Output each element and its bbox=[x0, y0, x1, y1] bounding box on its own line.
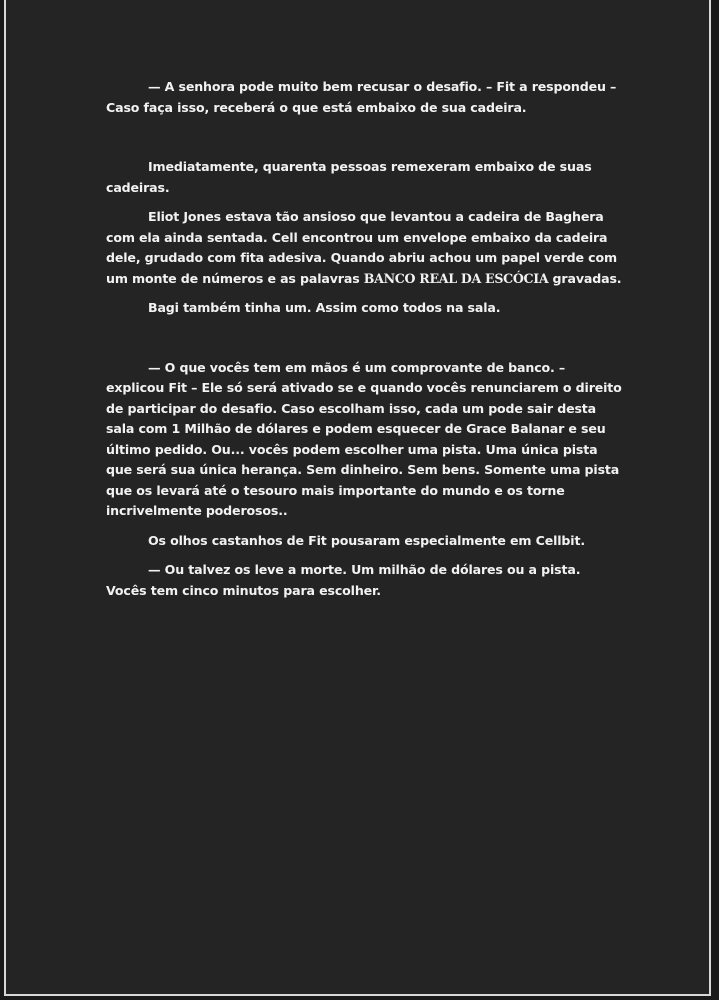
paragraph-2: Imediatamente, quarenta pessoas remexeram embaixo de suas cadeiras. bbox=[106, 159, 592, 195]
body-text bbox=[106, 77, 622, 610]
paragraph-7: — Ou talvez os leve a morte. Um milhão de dólares ou a pista. Vocês tem cinco minutos para escolher. bbox=[106, 562, 581, 598]
paragraph-gap bbox=[106, 328, 622, 358]
paragraph-3 bbox=[106, 207, 622, 289]
paragraph-6: Os olhos castanhos de Fit pousaram especialmente em Cellbit. bbox=[148, 532, 585, 548]
paragraph-1: — A senhora pode muito bem recusar o desafio. – Fit a respondeu – Caso faça isso, receberá o que está embaixo de sua cadeira. bbox=[106, 79, 617, 115]
paragraph-gap bbox=[106, 127, 622, 157]
bank-name-emphasis: BANCO REAL DA ESCÓCIA bbox=[363, 270, 549, 286]
paragraph-3-text-start: Eliot Jones estava tão ansioso que levantou a cadeira de Baghera com ela ainda sentada. Cell encontrou um envelope embaixo da cadeira dele, grudado com fita adesiva. Quando abriu achou um papel verde com um monte de números e as palavras bbox=[106, 209, 617, 286]
paragraph-3-text-end: gravadas. bbox=[548, 270, 622, 286]
paragraph-5: — O que vocês tem em mãos é um comprovante de banco. – explicou Fit – Ele só será ativado se e quando vocês renunciarem o direito de participar do desafio. Caso escolham isso, cada um pode sair desta sala com 1 Milhão de dólares e podem esquecer de Grace Balanar e seu último pedido. Ou... vocês podem escolher uma pista. Uma única pista que será sua única herança. Sem dinheiro. Sem bens. Somente uma pista que os levará até o tesouro mais importante do mundo e os torne incrivelmente poderosos.. bbox=[106, 359, 622, 518]
document-page bbox=[4, 0, 711, 996]
paragraph-4: Bagi também tinha um. Assim como todos na sala. bbox=[148, 300, 501, 315]
